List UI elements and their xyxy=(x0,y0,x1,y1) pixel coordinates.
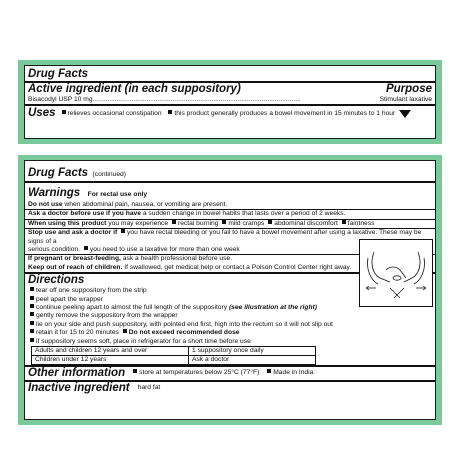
when-using-prefix: you may experience xyxy=(108,219,169,227)
other-info-item: Made in India xyxy=(273,369,314,377)
direction-item: tear off one suppository from the strip xyxy=(28,287,432,295)
other-information-row xyxy=(25,367,435,380)
purpose-text: Stimulant laxative xyxy=(379,96,432,103)
active-ingredient-heading: Active ingredient (in each suppository) xyxy=(28,83,241,95)
down-arrow-icon xyxy=(399,110,411,118)
do-not-use-label: Do not use xyxy=(28,201,63,208)
other-information-list xyxy=(131,369,313,377)
direction-item: retain it for 15 to 20 minutes Do not exceed recommended dose xyxy=(28,329,432,337)
leader-dots: ................................................................................................................ xyxy=(92,96,301,103)
directions-heading: Directions xyxy=(28,274,85,287)
when-using-label: When using this product xyxy=(28,219,107,227)
side-effect-item: abdominal discomfort xyxy=(274,219,338,227)
dosage-dose-cell: 1 suppository once daily xyxy=(189,347,316,356)
other-info-item: store at temperatures below 25°C (77°F) xyxy=(139,369,260,377)
do-not-exceed-note: Do not exceed recommended dose xyxy=(128,329,240,337)
direction-item: if suppository seems soft, place in refrigerator for a short time before use xyxy=(28,338,432,346)
side-effect-item: faintness xyxy=(347,219,375,227)
side-effect-item: mild cramps xyxy=(228,219,265,227)
table-row xyxy=(32,347,316,356)
active-ingredient-row xyxy=(25,96,435,104)
inactive-ingredient-text: hard fat xyxy=(137,384,161,392)
rectal-use-note: For rectal use only xyxy=(87,191,148,198)
drug-facts-box-bottom xyxy=(24,160,436,420)
direction-item: lie on your side and push suppository, with pointed end first, high into the rectum so it will not slip out xyxy=(28,321,432,329)
direction-item: continue peeling apart to almost the full length of the suppository (see illustration at the right) xyxy=(28,304,432,312)
direction-item: gently remove the suppository from the wrapper xyxy=(28,312,432,320)
dosage-age-cell: Adults and children 12 years and over xyxy=(32,347,189,356)
side-effect-item: rectal burning xyxy=(177,219,219,227)
dosage-dose-cell: Ask a doctor xyxy=(189,356,316,365)
table-row xyxy=(32,356,316,365)
inactive-ingredient-row xyxy=(25,382,435,395)
stop-use-text-2: serious condition. xyxy=(28,246,81,254)
dosage-table xyxy=(31,346,316,365)
drug-facts-panel-bottom xyxy=(18,155,442,425)
use-item: this product generally produces a bowel movement in 15 minutes to 1 hour xyxy=(174,109,396,117)
drug-facts-panel-top xyxy=(18,60,442,144)
pregnant-text: ask a health professional before use. xyxy=(122,255,233,263)
ask-doctor-label: Ask a doctor before use if you have xyxy=(28,210,141,218)
continued-label: (continued) xyxy=(92,171,126,178)
purpose-heading: Purpose xyxy=(385,83,432,95)
other-information-heading: Other information xyxy=(28,367,126,380)
stop-use-label: Stop use and ask a doctor if xyxy=(28,229,118,237)
suppository-illustration xyxy=(359,239,433,307)
drug-facts-title-2: Drug Facts xyxy=(28,167,89,179)
warnings-header xyxy=(25,183,435,201)
when-using-row xyxy=(25,220,435,228)
warnings-heading: Warnings xyxy=(28,187,81,199)
drug-facts-continued-title xyxy=(25,161,435,181)
keep-out-text: If swallowed, get medical help or contact a Poison Control Center right away. xyxy=(124,263,352,271)
do-not-use-text: when abdominal pain, nausea, or vomiting are present. xyxy=(64,201,228,208)
stop-use-text-3: you need to use a laxative for more than one week xyxy=(89,246,240,254)
inactive-ingredient-heading: Inactive ingredient xyxy=(28,382,130,395)
ask-doctor-row xyxy=(25,210,435,218)
dosage-age-cell: Children under 12 years xyxy=(32,356,189,365)
direction-item: peel apart the wrapper xyxy=(28,296,432,304)
active-ingredient-text: Bisacodyl USP 10 mg xyxy=(28,96,93,103)
use-item: relieves occasional constipation xyxy=(67,109,162,117)
keep-out-label: Keep out of reach of children. xyxy=(28,263,123,271)
uses-list xyxy=(60,110,396,118)
uses-row xyxy=(25,106,435,120)
uses-heading: Uses xyxy=(28,107,56,120)
active-ingredient-header-row xyxy=(25,83,435,96)
do-not-use-row xyxy=(25,201,435,209)
stop-use-text: you have rectal bleeding or you fail to have a bowel movement after using a laxative. These may be signs of a xyxy=(28,229,422,245)
see-illustration-note: (see illustration at the right) xyxy=(228,304,318,312)
drug-facts-box-top xyxy=(24,65,436,139)
ask-doctor-text: a sudden change in bowel habits that lasts over a period of 2 weeks. xyxy=(142,210,346,218)
drug-facts-title: Drug Facts xyxy=(28,68,89,80)
pregnant-label: If pregnant or breast-feeding, xyxy=(28,255,121,263)
